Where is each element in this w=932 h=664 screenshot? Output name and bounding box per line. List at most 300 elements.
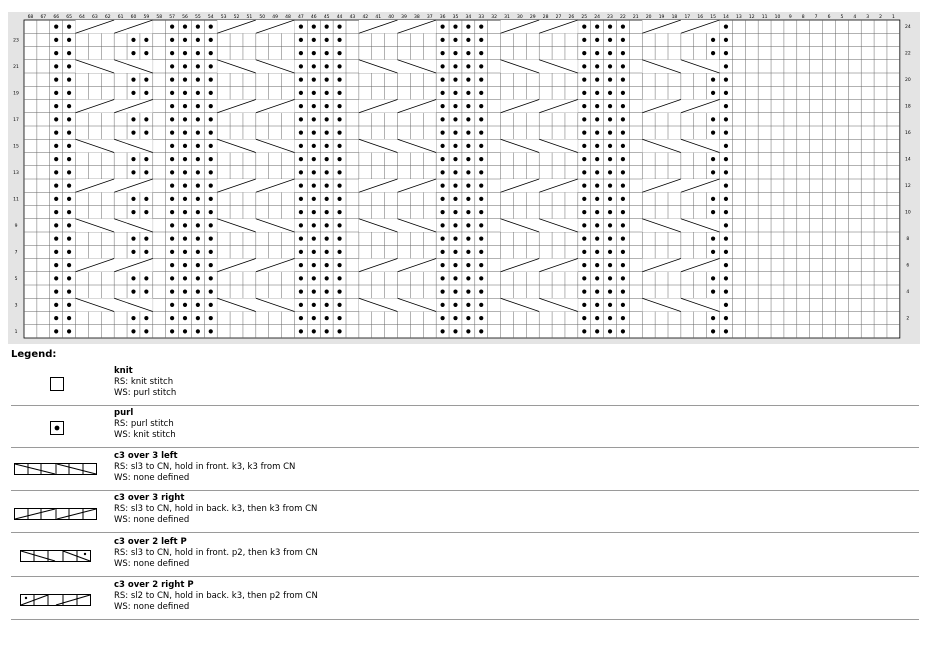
purl-stitch (441, 78, 445, 82)
purl-stitch (299, 184, 303, 188)
purl-stitch (582, 210, 586, 214)
purl-stitch (170, 38, 174, 42)
column-number: 47 (298, 15, 304, 20)
purl-stitch (312, 316, 316, 320)
purl-stitch (67, 250, 71, 254)
legend-name: knit (114, 366, 133, 376)
purl-stitch (582, 263, 586, 267)
purl-stitch (312, 51, 316, 55)
purl-stitch (466, 25, 470, 29)
purl-stitch (441, 91, 445, 95)
legend-name: c3 over 3 right (114, 493, 185, 503)
purl-stitch (441, 250, 445, 254)
purl-stitch (595, 157, 599, 161)
purl-stitch (170, 223, 174, 227)
purl-stitch (209, 64, 213, 68)
row-number-left: 5 (14, 276, 18, 282)
purl-stitch (441, 197, 445, 201)
purl-stitch (582, 104, 586, 108)
row-number-left: 3 (14, 303, 18, 309)
purl-stitch (209, 250, 213, 254)
purl-stitch (441, 144, 445, 148)
legend-item-c3-over-3-left (11, 450, 919, 491)
purl-stitch (299, 144, 303, 148)
purl-stitch (453, 184, 457, 188)
purl-stitch (711, 197, 715, 201)
purl-stitch (337, 316, 341, 320)
purl-stitch (582, 144, 586, 148)
column-number: 41 (375, 15, 382, 20)
purl-stitch (144, 170, 148, 174)
purl-stitch (479, 38, 483, 42)
purl-stitch (312, 237, 316, 241)
purl-stitch (466, 290, 470, 294)
purl-stitch (479, 78, 483, 82)
purl-stitch (608, 184, 612, 188)
purl-stitch (582, 78, 586, 82)
purl-stitch (582, 237, 586, 241)
purl-stitch (312, 38, 316, 42)
purl-stitch (325, 157, 329, 161)
purl-stitch (170, 104, 174, 108)
purl-stitch (196, 117, 200, 121)
purl-stitch (441, 316, 445, 320)
purl-stitch (608, 250, 612, 254)
purl-stitch (621, 170, 625, 174)
cable-cell (501, 100, 578, 113)
purl-stitch (724, 64, 728, 68)
purl-stitch (144, 329, 148, 333)
purl-stitch (466, 329, 470, 333)
purl-stitch (337, 197, 341, 201)
purl-stitch (325, 170, 329, 174)
purl-stitch (54, 51, 58, 55)
purl-stitch (196, 237, 200, 241)
purl-stitch (479, 157, 483, 161)
row-number-left: 11 (13, 197, 19, 203)
purl-stitch (724, 237, 728, 241)
cable-cell (217, 179, 294, 192)
purl-stitch (621, 290, 625, 294)
purl-stitch (711, 91, 715, 95)
purl-stitch (453, 237, 457, 241)
legend-rs: RS: sl3 to CN, hold in back. k3, then k3 from CN (114, 504, 318, 514)
legend-ws: WS: none defined (114, 559, 190, 569)
column-number: 38 (413, 15, 420, 20)
purl-stitch (325, 78, 329, 82)
purl-stitch (67, 144, 71, 148)
purl-stitch (67, 117, 71, 121)
row-number-right: 22 (904, 51, 911, 57)
purl-stitch (299, 157, 303, 161)
purl-stitch (299, 316, 303, 320)
column-number: 6 (827, 15, 831, 20)
purl-stitch (608, 51, 612, 55)
cable-cell (642, 219, 719, 232)
purl-stitch (724, 91, 728, 95)
purl-stitch (441, 237, 445, 241)
purl-stitch (54, 290, 58, 294)
purl-stitch (183, 104, 187, 108)
column-number: 36 (439, 15, 446, 20)
purl-stitch (67, 303, 71, 307)
purl-stitch (325, 25, 329, 29)
purl-stitch (144, 210, 148, 214)
purl-stitch (131, 38, 135, 42)
purl-stitch (170, 131, 174, 135)
cable-cell (76, 20, 153, 33)
purl-stitch (209, 25, 213, 29)
column-number: 24 (594, 15, 601, 20)
purl-stitch (312, 250, 316, 254)
purl-stitch (337, 290, 341, 294)
c3-over-2-right-p-symbol (11, 579, 103, 619)
purl-stitch (724, 210, 728, 214)
purl-stitch (144, 51, 148, 55)
purl-stitch (196, 303, 200, 307)
legend-name: c3 over 2 right P (114, 580, 194, 590)
purl-stitch (724, 104, 728, 108)
row-number-left: 23 (13, 38, 19, 44)
purl-stitch (196, 78, 200, 82)
column-number: 19 (658, 15, 665, 20)
purl-stitch (299, 237, 303, 241)
purl-stitch (582, 25, 586, 29)
purl-stitch (170, 144, 174, 148)
purl-stitch (209, 131, 213, 135)
column-number: 46 (310, 15, 317, 20)
purl-stitch (441, 104, 445, 108)
purl-stitch (595, 144, 599, 148)
column-number: 7 (814, 15, 818, 20)
purl-stitch (196, 316, 200, 320)
purl-stitch (724, 117, 728, 121)
cable-cell (217, 259, 294, 272)
purl-stitch (621, 131, 625, 135)
purl-stitch (608, 329, 612, 333)
purl-stitch (67, 316, 71, 320)
purl-stitch (466, 104, 470, 108)
purl-stitch (479, 197, 483, 201)
purl-stitch (312, 91, 316, 95)
purl-stitch (67, 64, 71, 68)
column-number: 59 (143, 15, 150, 20)
purl-stitch (131, 329, 135, 333)
purl-stitch (595, 237, 599, 241)
purl-stitch (183, 38, 187, 42)
purl-stitch (441, 117, 445, 121)
purl-stitch (54, 184, 58, 188)
purl-stitch (595, 263, 599, 267)
column-number: 45 (323, 15, 330, 20)
purl-stitch (724, 170, 728, 174)
purl-stitch (724, 157, 728, 161)
purl-stitch (67, 223, 71, 227)
purl-stitch (724, 78, 728, 82)
column-number: 15 (710, 15, 716, 20)
column-number: 51 (246, 15, 253, 20)
purl-stitch (724, 131, 728, 135)
purl-stitch (582, 303, 586, 307)
purl-stitch (595, 38, 599, 42)
purl-stitch (337, 223, 341, 227)
purl-stitch (621, 91, 625, 95)
purl-stitch (453, 263, 457, 267)
column-number: 27 (555, 15, 562, 20)
column-number: 12 (748, 15, 755, 20)
purl-stitch (325, 210, 329, 214)
purl-stitch (170, 290, 174, 294)
purl-stitch (325, 51, 329, 55)
purl-stitch (621, 263, 625, 267)
purl-stitch (337, 184, 341, 188)
purl-stitch (621, 210, 625, 214)
cable-cell (642, 139, 719, 152)
purl-stitch (711, 78, 715, 82)
row-number-left: 9 (14, 223, 18, 229)
column-number: 62 (104, 15, 111, 20)
purl-stitch (479, 104, 483, 108)
purl-stitch (479, 170, 483, 174)
purl-stitch (209, 276, 213, 280)
purl-stitch (582, 170, 586, 174)
purl-stitch (608, 144, 612, 148)
purl-stitch (144, 237, 148, 241)
purl-stitch (183, 223, 187, 227)
purl-stitch (453, 290, 457, 294)
purl-stitch (441, 184, 445, 188)
column-number: 40 (388, 15, 394, 20)
knitting-chart (8, 12, 920, 344)
purl-stitch (466, 64, 470, 68)
purl-stitch (582, 316, 586, 320)
purl-stitch (67, 104, 71, 108)
row-number-right: 24 (904, 25, 911, 31)
purl-stitch (131, 170, 135, 174)
column-number: 29 (529, 15, 536, 20)
purl-stitch (479, 316, 483, 320)
purl-stitch (131, 157, 135, 161)
purl-stitch (711, 276, 715, 280)
purl-stitch (209, 303, 213, 307)
purl-stitch (67, 38, 71, 42)
purl-stitch (54, 104, 58, 108)
purl-stitch (67, 25, 71, 29)
c3-over-2-left-p-symbol (11, 536, 103, 576)
cable-cell (642, 60, 719, 73)
purl-stitch (337, 51, 341, 55)
purl-stitch (170, 263, 174, 267)
purl-stitch (183, 170, 187, 174)
row-number-right: 12 (904, 184, 911, 190)
cable-cell (642, 259, 719, 272)
column-number: 21 (632, 15, 639, 20)
legend-ws: WS: none defined (114, 515, 190, 525)
purl-stitch (595, 170, 599, 174)
purl-stitch (183, 316, 187, 320)
cable-cell (359, 219, 436, 232)
column-number: 2 (879, 15, 882, 20)
purl-stitch (479, 223, 483, 227)
purl-stitch (67, 91, 71, 95)
row-number-right: 16 (904, 131, 911, 137)
purl-stitch (209, 197, 213, 201)
purl-stitch (196, 210, 200, 214)
purl-stitch (325, 104, 329, 108)
purl-stitch (711, 170, 715, 174)
cable-cell (217, 219, 294, 232)
row-number-left: 1 (14, 329, 18, 335)
purl-stitch (466, 170, 470, 174)
cable-cell (217, 298, 294, 311)
purl-stitch (183, 25, 187, 29)
purl-stitch (183, 290, 187, 294)
purl-stitch (595, 78, 599, 82)
purl-stitch (54, 38, 58, 42)
purl-stitch (453, 144, 457, 148)
purl-stitch (196, 170, 200, 174)
purl-stitch (621, 144, 625, 148)
purl-stitch (608, 276, 612, 280)
purl-stitch (312, 78, 316, 82)
purl-stitch (131, 78, 135, 82)
purl-stitch (337, 250, 341, 254)
cable-cell (501, 60, 578, 73)
column-number: 53 (220, 15, 227, 20)
purl-stitch (325, 276, 329, 280)
purl-stitch (170, 329, 174, 333)
purl-stitch (144, 290, 148, 294)
purl-stitch (144, 91, 148, 95)
purl-stitch (312, 184, 316, 188)
purl-stitch (209, 144, 213, 148)
purl-stitch (582, 38, 586, 42)
purl-stitch (337, 78, 341, 82)
purl-stitch (209, 210, 213, 214)
cable-cell (76, 60, 153, 73)
purl-stitch (479, 276, 483, 280)
purl-stitch (724, 263, 728, 267)
column-number: 17 (684, 15, 691, 20)
purl-stitch (466, 276, 470, 280)
purl-stitch (724, 276, 728, 280)
purl-stitch (453, 276, 457, 280)
purl-stitch (582, 91, 586, 95)
cable-cell (501, 139, 578, 152)
purl-stitch (209, 117, 213, 121)
purl-stitch (711, 131, 715, 135)
purl-stitch (299, 210, 303, 214)
column-number: 16 (697, 15, 704, 20)
legend-ws: WS: none defined (114, 473, 190, 483)
cable-cell (76, 298, 153, 311)
purl-stitch (453, 170, 457, 174)
purl-stitch (337, 170, 341, 174)
purl-stitch (196, 25, 200, 29)
purl-stitch (608, 104, 612, 108)
purl-stitch (209, 223, 213, 227)
purl-stitch (196, 131, 200, 135)
row-number-left: 17 (13, 117, 19, 123)
purl-stitch (209, 329, 213, 333)
purl-stitch (453, 51, 457, 55)
purl-stitch (183, 276, 187, 280)
cable-cell (76, 139, 153, 152)
purl-stitch (466, 303, 470, 307)
purl-stitch (441, 223, 445, 227)
purl-stitch (209, 184, 213, 188)
row-number-right: 10 (904, 210, 911, 216)
column-number: 37 (426, 15, 433, 20)
row-number-right: 6 (906, 263, 910, 269)
column-number: 35 (452, 15, 459, 20)
purl-stitch (54, 78, 58, 82)
knit-symbol (11, 365, 103, 405)
purl-stitch (209, 316, 213, 320)
purl-stitch (466, 316, 470, 320)
purl-stitch (621, 25, 625, 29)
purl-stitch (466, 117, 470, 121)
purl-stitch (595, 197, 599, 201)
column-number: 22 (620, 15, 626, 20)
purl-stitch (312, 303, 316, 307)
purl-stitch (582, 223, 586, 227)
purl-stitch (466, 263, 470, 267)
purl-stitch (312, 117, 316, 121)
purl-stitch (209, 170, 213, 174)
purl-stitch (131, 316, 135, 320)
column-number: 56 (182, 15, 188, 20)
column-number: 9 (788, 15, 792, 20)
legend-name: c3 over 3 left (114, 451, 178, 461)
purl-stitch (337, 237, 341, 241)
purl-stitch (131, 91, 135, 95)
purl-stitch (183, 157, 187, 161)
purl-stitch (196, 51, 200, 55)
purl-stitch (621, 64, 625, 68)
purl-stitch (325, 329, 329, 333)
purl-stitch (595, 91, 599, 95)
purl-stitch (441, 276, 445, 280)
purl-stitch (209, 91, 213, 95)
column-number: 3 (866, 15, 870, 20)
cable-cell (642, 20, 719, 33)
column-number: 4 (853, 15, 857, 20)
purl-stitch (595, 117, 599, 121)
purl-stitch (608, 316, 612, 320)
purl-stitch (170, 117, 174, 121)
purl-stitch (325, 263, 329, 267)
purl-stitch (479, 64, 483, 68)
column-number: 61 (117, 15, 124, 20)
purl-stitch (54, 157, 58, 161)
purl-stitch (312, 131, 316, 135)
purl-stitch (479, 131, 483, 135)
purl-stitch (453, 303, 457, 307)
purl-stitch (582, 197, 586, 201)
purl-stitch (621, 184, 625, 188)
purl-stitch (466, 210, 470, 214)
purl-stitch (595, 184, 599, 188)
purl-stitch (209, 290, 213, 294)
legend-name: purl (114, 408, 134, 418)
purl-stitch (595, 25, 599, 29)
purl-stitch (608, 290, 612, 294)
column-number: 48 (285, 15, 291, 20)
purl-stitch (325, 64, 329, 68)
purl-stitch (183, 329, 187, 333)
purl-stitch (608, 303, 612, 307)
